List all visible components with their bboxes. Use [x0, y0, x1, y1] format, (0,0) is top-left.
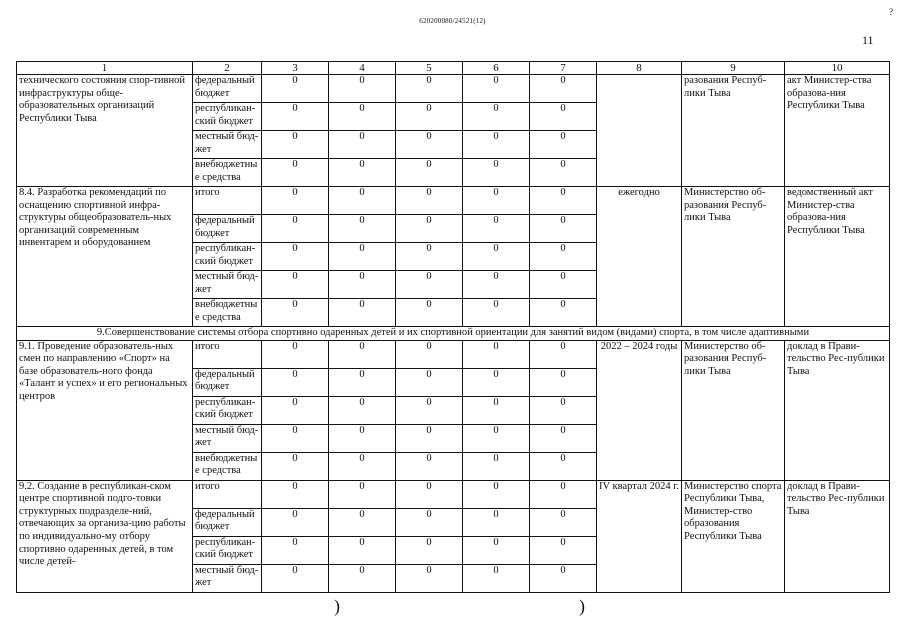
amount-cell: 0: [396, 508, 463, 536]
amount-cell: 0: [530, 103, 597, 131]
amount-cell: 0: [262, 480, 329, 508]
amount-cell: 0: [329, 340, 396, 368]
funding-source: федеральный бюджет: [193, 215, 262, 243]
amount-cell: 0: [262, 75, 329, 103]
amount-cell: 0: [396, 396, 463, 424]
amount-cell: 0: [329, 215, 396, 243]
amount-cell: 0: [530, 243, 597, 271]
amount-cell: 0: [530, 159, 597, 187]
amount-cell: 0: [396, 424, 463, 452]
amount-cell: 0: [463, 536, 530, 564]
deadline-cell: 2022 – 2024 годы: [597, 340, 682, 480]
amount-cell: 0: [262, 271, 329, 299]
amount-cell: 0: [463, 508, 530, 536]
amount-cell: 0: [530, 452, 597, 480]
amount-cell: 0: [396, 243, 463, 271]
amount-cell: 0: [396, 215, 463, 243]
amount-cell: 0: [262, 396, 329, 424]
funding-source: местный бюд-жет: [193, 564, 262, 592]
amount-cell: 0: [463, 396, 530, 424]
table-row: [17, 340, 890, 368]
amount-cell: 0: [262, 536, 329, 564]
column-number: 5: [396, 62, 463, 75]
column-number: 9: [682, 62, 785, 75]
amount-cell: 0: [463, 271, 530, 299]
column-number: 8: [597, 62, 682, 75]
section-heading-row: [17, 327, 890, 341]
result-document: акт Министер-ства образова-ния Республики Тыва: [785, 75, 890, 187]
amount-cell: 0: [329, 159, 396, 187]
amount-cell: 0: [463, 299, 530, 327]
deadline-cell: IV квартал 2024 г.: [597, 480, 682, 592]
amount-cell: 0: [530, 215, 597, 243]
amount-cell: 0: [262, 103, 329, 131]
amount-cell: 0: [396, 75, 463, 103]
column-number: 6: [463, 62, 530, 75]
measure-title: 9.2. Создание в республикан-ском центре спортивной подго-товки структурных подразделе-ний, отвечающих за организа-цию работы по индивидуально-му отбору спортивно одаренных детей, в том числе детей-: [17, 480, 193, 592]
amount-cell: 0: [396, 564, 463, 592]
amount-cell: 0: [262, 368, 329, 396]
measure-title: технического состояния спор-тивной инфраструктуры обще-образовательных организаций Республики Тыва: [17, 75, 193, 187]
amount-cell: 0: [329, 75, 396, 103]
amount-cell: 0: [329, 536, 396, 564]
amount-cell: 0: [329, 396, 396, 424]
amount-cell: 0: [530, 340, 597, 368]
funding-source: внебюджетные средства: [193, 299, 262, 327]
amount-cell: 0: [262, 187, 329, 215]
table-row: [17, 75, 890, 103]
amount-cell: 0: [329, 187, 396, 215]
amount-cell: 0: [463, 215, 530, 243]
corner-mark: ?: [889, 7, 893, 17]
amount-cell: 0: [396, 103, 463, 131]
column-numbers-row: [17, 62, 890, 75]
amount-cell: 0: [262, 131, 329, 159]
column-number: 2: [193, 62, 262, 75]
amount-cell: 0: [463, 564, 530, 592]
result-document: доклад в Прави-тельство Рес-публики Тыва: [785, 340, 890, 480]
amount-cell: 0: [463, 187, 530, 215]
table-row: [17, 187, 890, 215]
amount-cell: 0: [463, 103, 530, 131]
amount-cell: 0: [530, 187, 597, 215]
amount-cell: 0: [329, 452, 396, 480]
amount-cell: 0: [463, 340, 530, 368]
funding-source: федеральный бюджет: [193, 368, 262, 396]
responsible-executor: Министерство об-разования Респуб-лики Тыва: [682, 340, 785, 480]
amount-cell: 0: [396, 368, 463, 396]
amount-cell: 0: [329, 299, 396, 327]
amount-cell: 0: [329, 368, 396, 396]
amount-cell: 0: [262, 243, 329, 271]
amount-cell: 0: [262, 215, 329, 243]
amount-cell: 0: [329, 480, 396, 508]
amount-cell: 0: [530, 299, 597, 327]
amount-cell: 0: [530, 75, 597, 103]
amount-cell: 0: [329, 564, 396, 592]
funding-source: республикан-ский бюджет: [193, 396, 262, 424]
amount-cell: 0: [463, 424, 530, 452]
funding-source: местный бюд-жет: [193, 131, 262, 159]
section-heading: 9.Совершенствование системы отбора спортивно одаренных детей и их спортивной ориентации для занятий видом (видами) спорта, в том числе адаптивными: [17, 327, 890, 341]
amount-cell: 0: [329, 508, 396, 536]
amount-cell: 0: [396, 187, 463, 215]
amount-cell: 0: [530, 131, 597, 159]
funding-source: итого: [193, 187, 262, 215]
amount-cell: 0: [463, 159, 530, 187]
funding-source: местный бюд-жет: [193, 424, 262, 452]
responsible-executor: Министерство спорта Республики Тыва, Министер-ство образования Республики Тыва: [682, 480, 785, 592]
funding-source: федеральный бюджет: [193, 508, 262, 536]
table-row: [17, 480, 890, 508]
amount-cell: 0: [530, 368, 597, 396]
amount-cell: 0: [530, 396, 597, 424]
amount-cell: 0: [262, 508, 329, 536]
funding-source: федеральный бюджет: [193, 75, 262, 103]
amount-cell: 0: [329, 243, 396, 271]
funding-source: внебюджетные средства: [193, 159, 262, 187]
amount-cell: 0: [329, 271, 396, 299]
amount-cell: 0: [262, 564, 329, 592]
amount-cell: 0: [396, 131, 463, 159]
amount-cell: 0: [396, 340, 463, 368]
column-number: 4: [329, 62, 396, 75]
column-number: 10: [785, 62, 890, 75]
funding-source: итого: [193, 480, 262, 508]
pen-mark: ): [579, 596, 585, 616]
amount-cell: 0: [463, 368, 530, 396]
amount-cell: 0: [530, 424, 597, 452]
amount-cell: 0: [396, 452, 463, 480]
responsible-executor: разования Респуб-лики Тыва: [682, 75, 785, 187]
amount-cell: 0: [396, 480, 463, 508]
amount-cell: 0: [530, 564, 597, 592]
measure-title: 9.1. Проведение образователь-ных смен по направлению «Спорт» на базе образователь-ного фонда «Талант и успех» и его региональных центров: [17, 340, 193, 480]
column-number: 1: [17, 62, 193, 75]
amount-cell: 0: [262, 299, 329, 327]
column-number: 3: [262, 62, 329, 75]
funding-source: внебюджетные средства: [193, 452, 262, 480]
amount-cell: 0: [262, 452, 329, 480]
page-number: 11: [862, 33, 874, 47]
funding-source: республикан-ский бюджет: [193, 243, 262, 271]
column-number: 7: [530, 62, 597, 75]
amount-cell: 0: [463, 75, 530, 103]
pen-mark: ): [334, 596, 340, 616]
amount-cell: 0: [530, 271, 597, 299]
amount-cell: 0: [530, 508, 597, 536]
funding-source: республикан-ский бюджет: [193, 536, 262, 564]
funding-source: местный бюд-жет: [193, 271, 262, 299]
responsible-executor: Министерство об-разования Респуб-лики Тыва: [682, 187, 785, 327]
result-document: доклад в Прави-тельство Рес-публики Тыва: [785, 480, 890, 592]
amount-cell: 0: [396, 299, 463, 327]
amount-cell: 0: [396, 271, 463, 299]
amount-cell: 0: [396, 536, 463, 564]
amount-cell: 0: [396, 159, 463, 187]
program-table: [16, 61, 890, 593]
amount-cell: 0: [463, 131, 530, 159]
amount-cell: 0: [463, 480, 530, 508]
amount-cell: 0: [463, 452, 530, 480]
amount-cell: 0: [262, 424, 329, 452]
amount-cell: 0: [262, 340, 329, 368]
amount-cell: 0: [329, 424, 396, 452]
amount-cell: 0: [530, 536, 597, 564]
amount-cell: 0: [329, 131, 396, 159]
deadline-cell: [597, 75, 682, 187]
measure-title: 8.4. Разработка рекомендаций по оснащению спортивной инфра-структуры общеобразователь-ных организаций современным инвентарем и оборудованием: [17, 187, 193, 327]
amount-cell: 0: [262, 159, 329, 187]
funding-source: республикан-ский бюджет: [193, 103, 262, 131]
funding-source: итого: [193, 340, 262, 368]
doc-code: 620200080/24521(12): [419, 17, 486, 25]
deadline-cell: ежегодно: [597, 187, 682, 327]
amount-cell: 0: [329, 103, 396, 131]
amount-cell: 0: [530, 480, 597, 508]
result-document: ведомственный акт Министер-ства образова-ния Республики Тыва: [785, 187, 890, 327]
amount-cell: 0: [463, 243, 530, 271]
